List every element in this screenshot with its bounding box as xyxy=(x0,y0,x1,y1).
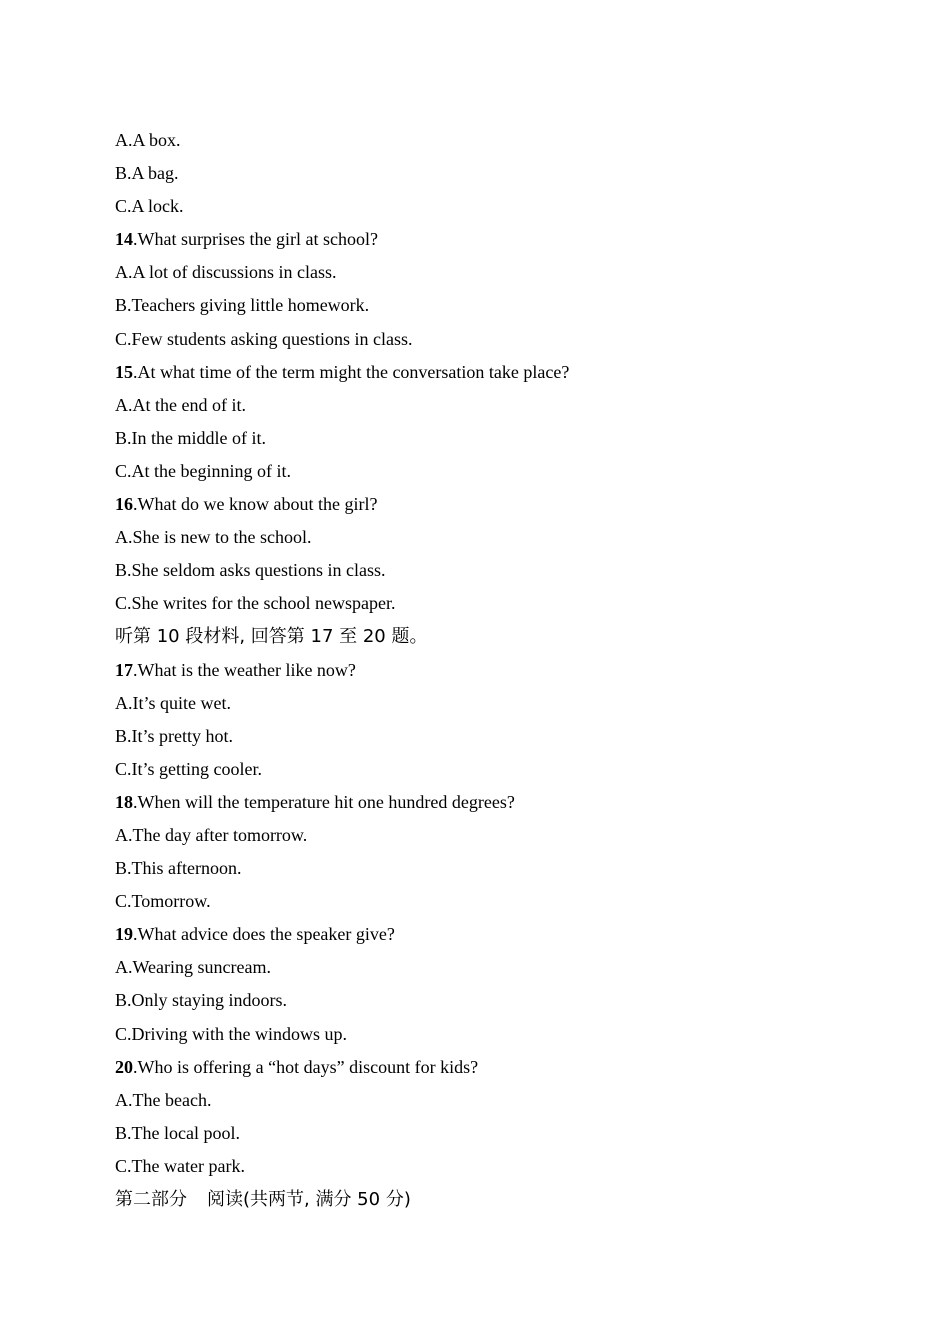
question-text: .What is the weather like now? xyxy=(133,659,356,680)
option-a: A.It’s quite wet. xyxy=(115,692,231,713)
option-b: B.She seldom asks questions in class. xyxy=(115,560,386,581)
option-a: A.Wearing suncream. xyxy=(115,957,271,978)
question-text: .What do we know about the girl? xyxy=(133,494,378,515)
question-text: .Who is offering a “hot days” discount for kids? xyxy=(133,1056,479,1077)
question-17 xyxy=(115,654,835,687)
question-text: .What advice does the speaker give? xyxy=(133,924,395,945)
option-c: C.At the beginning of it. xyxy=(115,460,291,481)
option-a: A.The beach. xyxy=(115,1089,212,1110)
option-c: C.She writes for the school newspaper. xyxy=(115,593,396,614)
question-number: 20 xyxy=(115,1056,133,1077)
option-b: B.The local pool. xyxy=(115,1122,240,1143)
option-c: C.Few students asking questions in class. xyxy=(115,328,413,349)
option-b: B.A bag. xyxy=(115,163,179,184)
question-19 xyxy=(115,918,835,951)
option-b: B.It’s pretty hot. xyxy=(115,725,233,746)
question-20 xyxy=(115,1051,835,1084)
option-b: B.Only staying indoors. xyxy=(115,990,288,1011)
document-page xyxy=(115,124,835,1216)
question-number: 16 xyxy=(115,494,133,515)
option-c: C.It’s getting cooler. xyxy=(115,758,262,779)
question-14 xyxy=(115,223,835,256)
option-a: A.A box. xyxy=(115,130,181,150)
option-b: B.In the middle of it. xyxy=(115,427,266,448)
question-15 xyxy=(115,356,835,389)
option-b: B.Teachers giving little homework. xyxy=(115,295,370,316)
option-c: C.A lock. xyxy=(115,196,184,217)
question-number: 18 xyxy=(115,791,133,812)
part-title: 阅读(共两节, 满分 50 分) xyxy=(207,1189,411,1210)
option-a: A.She is new to the school. xyxy=(115,527,312,548)
question-18 xyxy=(115,786,835,819)
section-instruction: 听第 10 段材料, 回答第 17 至 20 题。 xyxy=(115,626,428,648)
question-number: 19 xyxy=(115,924,133,945)
question-text: .At what time of the term might the conversation take place? xyxy=(133,361,570,382)
question-text: .What surprises the girl at school? xyxy=(133,229,378,250)
question-number: 14 xyxy=(115,229,133,250)
option-c: C.The water park. xyxy=(115,1155,245,1176)
option-a: A.At the end of it. xyxy=(115,394,246,415)
option-c: C.Driving with the windows up. xyxy=(115,1023,347,1044)
part-two-heading xyxy=(115,1183,835,1216)
option-a: A.The day after tomorrow. xyxy=(115,824,308,845)
option-b: B.This afternoon. xyxy=(115,858,242,879)
question-text: .When will the temperature hit one hundred degrees? xyxy=(133,791,515,812)
part-label: 第二部分 xyxy=(115,1189,187,1210)
option-c: C.Tomorrow. xyxy=(115,891,211,912)
question-16 xyxy=(115,488,835,521)
question-number: 15 xyxy=(115,361,133,382)
question-number: 17 xyxy=(115,659,133,680)
option-a: A.A lot of discussions in class. xyxy=(115,262,337,283)
